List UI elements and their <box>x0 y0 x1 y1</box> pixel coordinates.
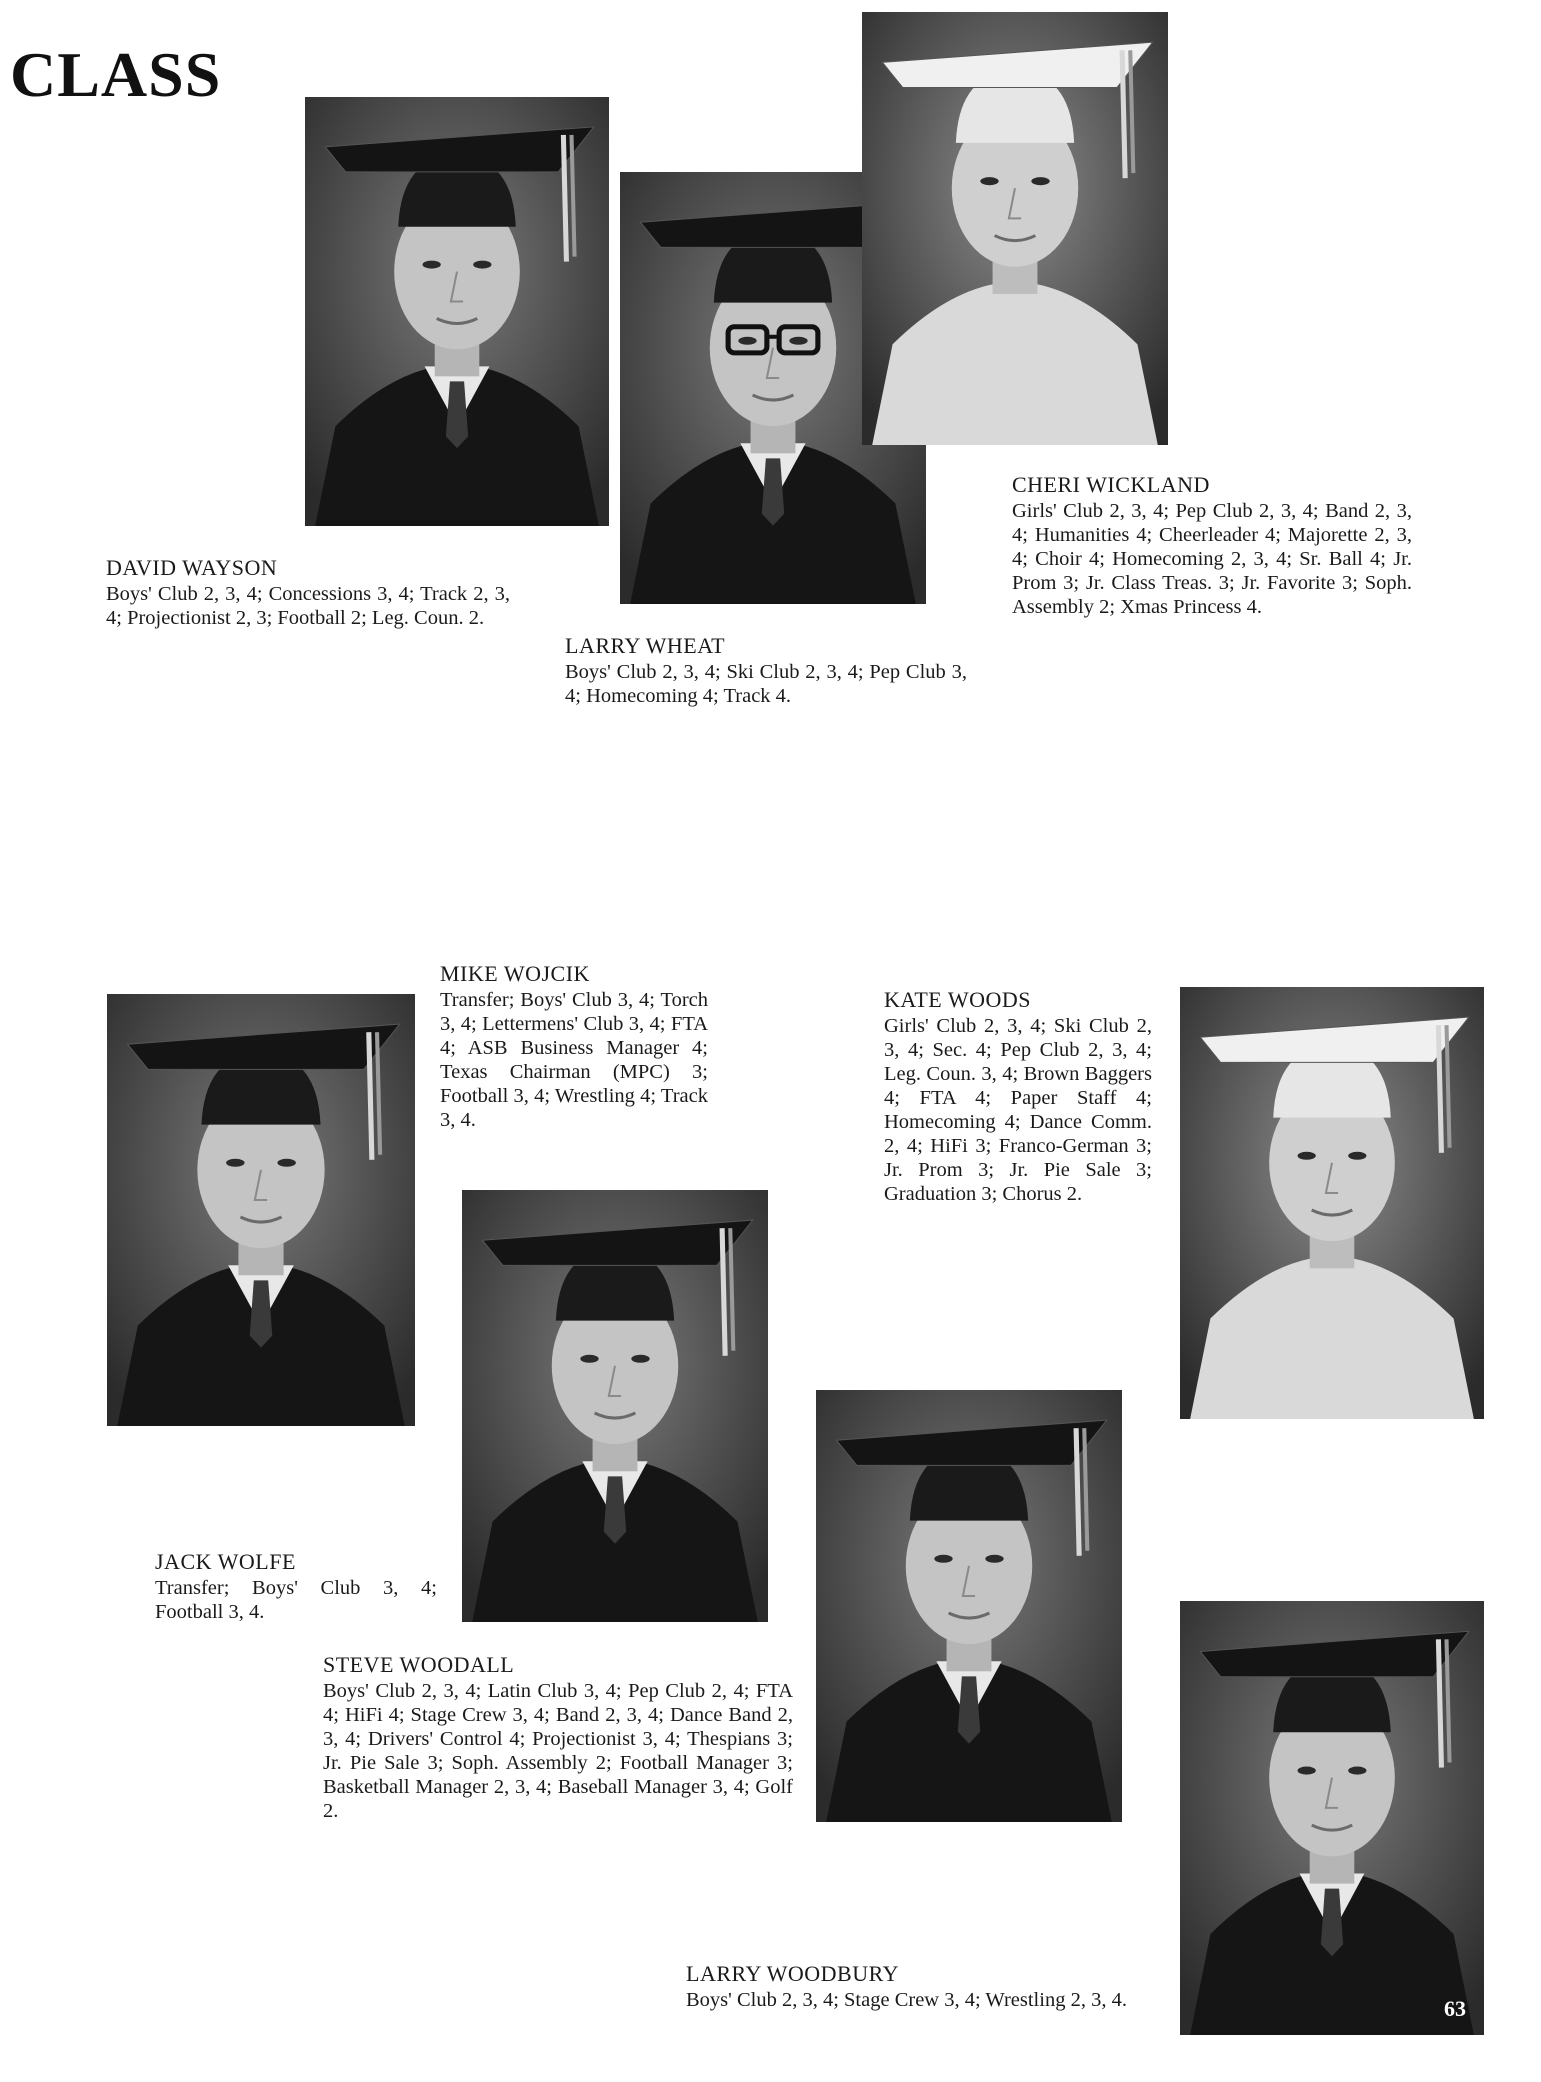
portrait-larry-woodbury <box>1180 1601 1484 2035</box>
senior-name: LARRY WOODBURY <box>686 1961 899 1986</box>
senior-activities: Girls' Club 2, 3, 4; Pep Club 2, 3, 4; Band 2, 3, 4; Humanities 4; Cheerleader 4; Majorette 2, 3, 4; Choir 4; Homecoming 2, 3, 4; Sr. Ball 4; Jr. Prom 3; Jr. Class Treas. 3; Jr. Favorite 3; Soph. Assembly 2; Xmas Princess 4. <box>1012 500 1412 618</box>
senior-name: KATE WOODS <box>884 987 1031 1012</box>
bio-cheri-wickland <box>1012 473 1412 619</box>
bio-jack-wolfe <box>155 1550 437 1624</box>
bio-larry-woodbury <box>686 1962 1152 2012</box>
senior-activities: Girls' Club 2, 3, 4; Ski Club 2, 3, 4; Sec. 4; Pep Club 2, 3, 4; Leg. Coun. 3, 4; Brown Baggers 4; FTA 4; Paper Staff 4; Homecoming 4; Dance Comm. 2, 4; HiFi 3; Franco-German 3; Jr. Prom 3; Jr. Pie Sale 3; Graduation 3; Chorus 2. <box>884 1015 1152 1205</box>
senior-name: CHERI WICKLAND <box>1012 472 1210 497</box>
portrait-steve-woodall <box>462 1190 768 1622</box>
page-number: 63 <box>1444 1996 1466 2021</box>
portrait-extra <box>816 1390 1122 1822</box>
senior-name: MIKE WOJCIK <box>440 961 590 986</box>
portrait-jack-wolfe <box>107 994 415 1426</box>
senior-name: DAVID WAYSON <box>106 555 278 580</box>
bio-mike-wojcik <box>440 962 708 1132</box>
senior-activities: Boys' Club 2, 3, 4; Stage Crew 3, 4; Wrestling 2, 3, 4. <box>686 1989 1127 2011</box>
senior-activities: Boys' Club 2, 3, 4; Ski Club 2, 3, 4; Pep Club 3, 4; Homecoming 4; Track 4. <box>565 661 967 707</box>
bio-steve-woodall <box>323 1653 793 1823</box>
bio-kate-woods <box>884 988 1152 1206</box>
senior-activities: Transfer; Boys' Club 3, 4; Torch 3, 4; Lettermens' Club 3, 4; FTA 4; ASB Business Manager 4; Texas Chairman (MPC) 3; Football 3, 4; Wrestling 4; Track 3, 4. <box>440 989 708 1131</box>
senior-activities: Boys' Club 2, 3, 4; Concessions 3, 4; Track 2, 3, 4; Projectionist 2, 3; Football 2; Leg. Coun. 2. <box>106 583 510 629</box>
portrait-david-wayson <box>305 97 609 526</box>
senior-name: JACK WOLFE <box>155 1549 296 1574</box>
senior-activities: Transfer; Boys' Club 3, 4; Football 3, 4. <box>155 1577 437 1623</box>
senior-name: STEVE WOODALL <box>323 1652 515 1677</box>
bio-larry-wheat <box>565 634 967 708</box>
portrait-cheri-wickland <box>862 12 1168 445</box>
senior-activities: Boys' Club 2, 3, 4; Latin Club 3, 4; Pep Club 2, 4; FTA 4; HiFi 4; Stage Crew 3, 4; Band 2, 3, 4; Dance Band 2, 3, 4; Drivers' Control 4; Projectionist 3, 4; Thespians 3; Jr. Pie Sale 3; Soph. Assembly 2; Football Manager 3; Basketball Manager 2, 3, 4; Baseball Manager 3, 4; Golf 2. <box>323 1680 793 1822</box>
portrait-kate-woods <box>1180 987 1484 1419</box>
page-title: CLASS <box>10 39 222 110</box>
senior-name: LARRY WHEAT <box>565 633 726 658</box>
bio-david-wayson <box>106 556 510 630</box>
